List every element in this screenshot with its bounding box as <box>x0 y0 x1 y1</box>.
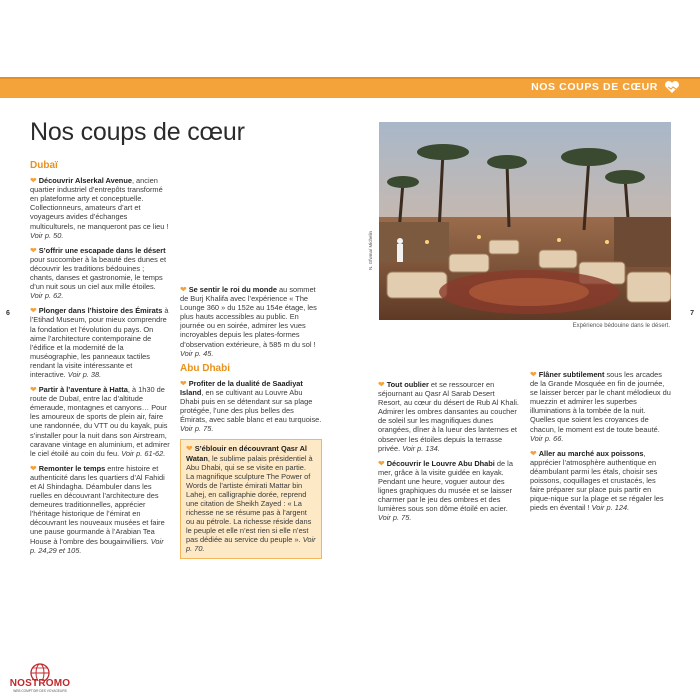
handshake-heart-icon <box>664 80 680 94</box>
entry-burj-khalifa: ❤ Se sentir le roi du monde au sommet de Burj Khalifa avec l’expérience « The Lounge 360 » du 152e au 154e étage, les plus hauts accessibles au public. En journée ou en soirée, admirer les vues incroyables depuis les plates-formes d’observation extérieure, à 585 m du sol ! Voir p. 45. <box>180 285 317 358</box>
photo-credit: N. Gfwma/ Michelin <box>368 230 373 270</box>
entry-desert: ❤ S’offrir une escapade dans le désert pour succomber à la beauté des dunes et découvrir les traditions bédouines ; chants, danses et gastronomie, le temps d’un nuit sous un ciel aux mille étoiles. Voir p. 62. <box>30 245 166 301</box>
logo-tagline: WEB COMPTOIR DES VOYAGEURS <box>13 689 67 693</box>
heart-icon: ❤ <box>186 444 193 454</box>
photo-bedouin-camp <box>379 122 671 320</box>
highlight-box-qasr-al-watan: ❤ S’éblouir en découvrant Qasr Al Watan, le sublime palais présidentiel à Abu Dhabi, qui se se visite en partie. La magnifique sculpture The Power of Words de l’artiste émirati Mattar bin Lahej, en calligraphie dorée, reprend une citation de Sheikh Zayed : « La richesse ne se résume pas à l’argent ou au pétrole. La richesse réside dans le peuple et elle n’est rien si elle n’est pas dédiée au service du peuple ». Voir p. 70. <box>180 439 322 558</box>
heart-icon: ❤ <box>530 448 537 458</box>
page-title: Nos coups de cœur <box>30 118 245 146</box>
column-4 <box>530 348 672 518</box>
entry-louvre-kayak: ❤ Découvrir le Louvre Abu Dhabi de la mer, grâce à la visite guidée en kayak. Pendant une heure, voguer autour des lignes graphiques du musée et se laisser charmer par le jeu des ombres et des lumières sous son dôme étoilé en acier. Voir p. 75. <box>378 458 513 523</box>
section-header-bar <box>0 77 700 98</box>
heart-icon: ❤ <box>30 306 37 316</box>
photo-caption: Expérience bédouine dans le désert. <box>572 323 670 329</box>
column-2 <box>180 157 322 559</box>
page-number-right: 7 <box>690 310 694 317</box>
header-rule <box>0 77 700 79</box>
entry-etihad-museum: ❤ Plonger dans l’histoire des Émirats à l’Etihad Museum, pour mieux comprendre la fondation et l’évolution du pays. On aime l’architecture contemporaine de l’édifice et la modernité de la muséographie, les panneaux tactiles rendant la visite intéressante et interactive. Voir p. 38. <box>30 306 169 379</box>
entry-grande-mosquee: ❤ Flâner subtilement sous les arcades de la Grande Mosquée en fin de journée, se laisser bercer par le chant mélodieux du muezzin et admirer les superbes illuminations à la tombée de la nuit. Quelles que soient les croyances de chacun, le moment est de toute beauté. Voir p. 66. <box>530 370 671 443</box>
section-heading-dubai: Dubaï <box>30 160 58 171</box>
heart-icon: ❤ <box>180 378 187 388</box>
heart-icon: ❤ <box>530 370 537 379</box>
entry-hatta: ❤ Partir à l’aventure à Hatta, à 1h30 de route de Dubaï, entre lac d’altitude émeraude, montagnes et canyons… Pour les amoureux de sports de plein air, faire une randonnée, du VTT ou du kayak, puis s’installer pour la nuit dans son Airstream, caravane vintage en aluminium, et admirer le ciel étoilé au coin du feu. Voir p. 61-62. <box>30 385 170 458</box>
entry-saadiyat: ❤ Profiter de la dualité de Saadiyat Island, en se cultivant au Louvre Abu Dhabi puis en se détendant sur sa plage protégée, l’une des plus belles des Émirats, avec sable blanc et eau turquoise. Voir p. 75. <box>180 378 322 434</box>
section-heading-abu-dhabi: Abu Dhabi <box>180 362 230 374</box>
heart-icon: ❤ <box>180 285 187 294</box>
heart-icon: ❤ <box>378 458 385 468</box>
heart-icon: ❤ <box>30 176 37 186</box>
entry-alserkal: ❤ Découvrir Alserkal Avenue, ancien quartier industriel d’entrepôts transformé en plateforme arty et conceptuelle. Collectionneurs, amateurs d’art et voyageurs avides d’échanges multiculturels, ne manqueront pas ce lieu ! Voir p. 50. <box>30 176 169 240</box>
nostromo-logo <box>5 661 75 695</box>
section-label: NOS COUPS DE CŒUR <box>531 81 658 93</box>
entry-remonter-le-temps-start: ❤ Remonter le temps entre histoire et authenticité dans les quartiers d’Al Fahidi et Al Shindagha. Déambuler dans les ruelles en découvrant l’architecture des demeures traditionnelles, apprécier l’héritage historique de l’émirat en découvrant les nouveaux musées et faire une pause gourmande à l’Arabian Tea House à l’ombre des bougainvilliers. Voir p. 24,29 et 105. <box>30 463 165 555</box>
entry-qasr-al-sarab: ❤ Tout oublier et se ressourcer en séjournant au Qasr Al Sarab Desert Resort, au cœur du désert de Rub Al Khali. Admirer les ombres dansantes au coucher de soleil sur les magnifiques dunes orangées, dîner à la lueur des lanternes et observer les étoiles depuis la terrasse privée. Voir p. 134. <box>378 380 519 453</box>
heart-icon: ❤ <box>30 245 37 255</box>
heart-icon: ❤ <box>30 385 37 395</box>
logo-name: NOSTROMO <box>9 678 71 689</box>
column-1 <box>30 157 170 561</box>
page-number-left: 6 <box>6 310 10 317</box>
heart-icon: ❤ <box>378 380 385 389</box>
column-3 <box>378 348 520 528</box>
entry-marche-poissons: ❤ Aller au marché aux poissons, apprécier l’atmosphère authentique en déambulant parmi les étals, choisir ses poissons, coquillages et crustacés, les faire préparer sur place puis partir en pique-nique sur la plage et se régaler les pieds en éventail ! Voir p. 124. <box>530 448 664 513</box>
heart-icon: ❤ <box>30 463 37 473</box>
